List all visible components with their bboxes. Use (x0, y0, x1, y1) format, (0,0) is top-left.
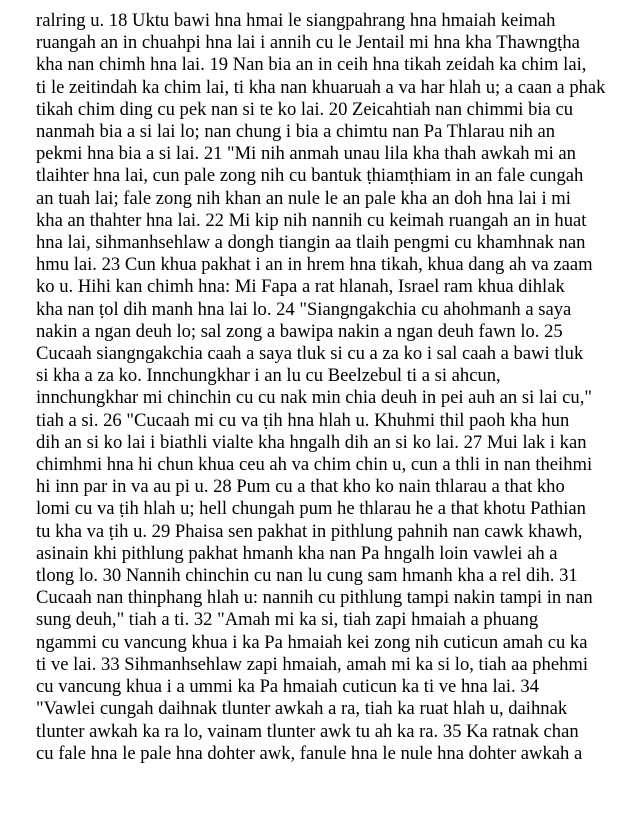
body-text (36, 10, 631, 765)
text-line: "Vawlei cungah daihnak tlunter awkah a ra, tiah ka ruat hlah u, daihnak (36, 698, 568, 720)
text-line: cu vancung khua i a ummi ka Pa hmaiah cuticun ka ti ve hna lai. 34 (36, 676, 539, 698)
text-line: si kha a za ko. Innchungkhar i an lu cu Beelzebul ti a si ahcun, (36, 365, 501, 387)
text-line: ti ve lai. 33 Sihmanhsehlaw zapi hmaiah, amah mi ka si lo, tiah aa phehmi (36, 653, 588, 675)
text-line: sung deuh," tiah a ti. 32 "Amah mi ka si, tiah zapi hmaiah a phuang (36, 609, 539, 631)
text-line: Cucaah nan thinphang hlah u: nannih cu pithlung tampi nakin tampi in nan (36, 587, 593, 609)
text-line: ngammi cu vancung khua i ka Pa hmaiah kei zong nih cuticun amah cu ka (36, 631, 588, 653)
text-line: dih an si ko lai i biathli vialte kha hngalh dih an si ko lai. 27 Mui lak i kan (36, 431, 587, 453)
text-line: tlunter awkah ka ra lo, vainam tlunter awk tu ah ka ra. 35 Ka ratnak chan (36, 720, 579, 742)
text-line: tu kha va ṭih u. 29 Phaisa sen pakhat in pithlung pahnih nan cawk khawh, (36, 520, 583, 542)
text-line: kha an thahter hna lai. 22 Mi kip nih nannih cu keimah ruangah an in huat (36, 209, 587, 231)
text-line: kha nan ṭol dih manh hna lai lo. 24 "Siangngakchia cu ahohmanh a saya (36, 298, 572, 320)
text-line: nakin a ngan deuh lo; sal zong a bawipa nakin a ngan deuh fawn lo. 25 (36, 320, 563, 342)
text-line: tlong lo. 30 Nannih chinchin cu nan lu cung sam hmanh kha a rel dih. 31 (36, 565, 578, 587)
text-line: ralring u. 18 Uktu bawi hna hmai le siangpahrang hna hmaiah keimah (36, 10, 556, 31)
text-line: tiah a si. 26 "Cucaah mi cu va ṭih hna hlah u. Khuhmi thil paoh kha hun (36, 409, 570, 431)
text-line: ti le zeitindah ka chim lai, ti kha nan khuaruah a va har hlah u; a caan a phak (36, 76, 606, 98)
text-line: tlaihter hna lai, cun pale zong nih cu bantuk ṭhiamṭhiam in an fale cungah (36, 165, 584, 187)
text-line: hi inn par in va au pi u. 28 Pum cu a that kho ko nain thlarau a that kho (36, 476, 565, 498)
text-line: pekmi hna bia a si lai. 21 "Mi nih anmah unau lila kha thah awkah mi an (36, 143, 576, 165)
text-line: asinain khi pithlung pakhat hmanh kha nan Pa hngalh loin vawlei ah a (36, 542, 558, 564)
text-line: hmu lai. 23 Cun khua pakhat i an in hrem hna tikah, khua dang ah va zaam (36, 254, 593, 276)
text-line: ruangah an in chuahpi hna lai i annih cu le Jentail mi hna kha Thawngṭha (36, 32, 580, 54)
text-line: innchungkhar mi chinchin cu cu nak min chia deuh in pei auh an si lai cu," (36, 387, 592, 409)
text-line: cu fale hna le pale hna dohter awk, fanule hna le nule hna dohter awkah a (36, 742, 583, 764)
text-line: chimhmi hna hi chun khua ceu ah va chim chin u, cun a thli in nan theihmi (36, 454, 593, 476)
text-line: ko u. Hihi kan chimh hna: Mi Fapa a rat hlanah, Israel ram khua dihlak (36, 276, 565, 298)
text-line: kha nan chimh hna lai. 19 Nan bia an in ceih hna tikah zeidah ka chim lai, (36, 54, 587, 76)
text-line: hna lai, sihmanhsehlaw a dongh tiangin aa tlaih pengmi cu khamhnak nan (36, 232, 586, 254)
text-line: nanmah bia a si lai lo; nan chung i bia a chimtu nan Pa Thlarau nih an (36, 121, 556, 143)
text-line: an tuah lai; fale zong nih khan an nule le an pale kha an doh hna lai i mi (36, 187, 571, 209)
text-line: Cucaah siangngakchia caah a saya tluk si cu a za ko i sal caah a bawi tluk (36, 343, 584, 365)
text-line: lomi cu va ṭih hlah u; hell chungah pum he thlarau he a that khotu Pathian (36, 498, 586, 520)
text-line: tikah chim ding cu pek nan si te ko lai. 20 Zeicahtiah nan chimmi bia cu (36, 98, 574, 120)
